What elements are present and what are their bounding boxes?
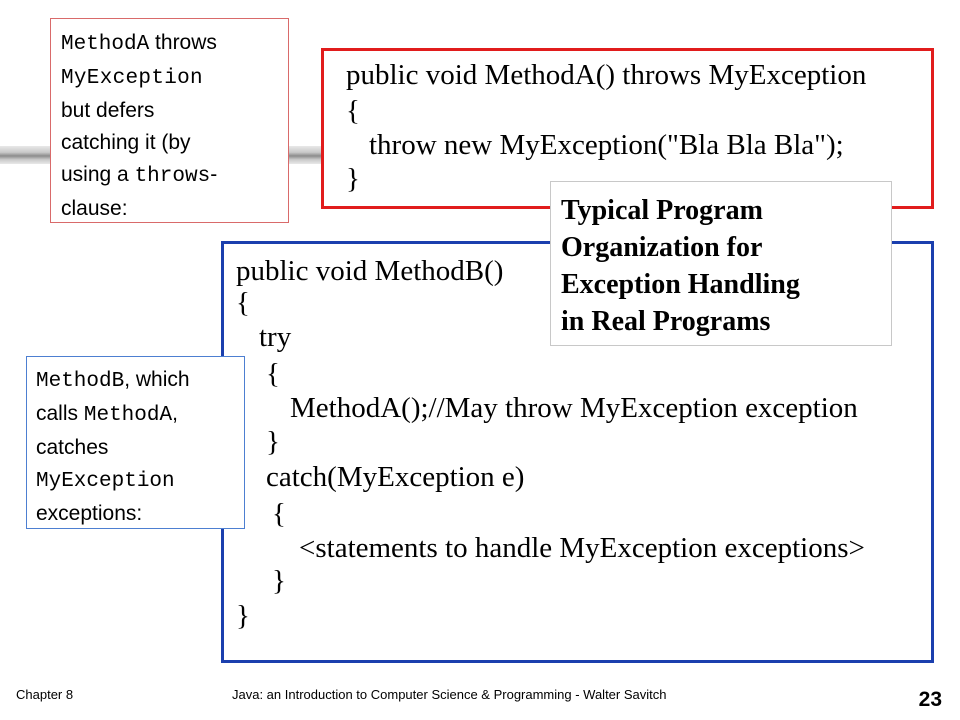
callout-b-line-1 — [36, 364, 240, 398]
callout-b-method-b-code: MethodB — [36, 370, 125, 393]
title-line-3: Exception Handling — [561, 269, 800, 300]
callout-a-exception-code: MyException — [61, 67, 203, 90]
code-b-line-3: try — [259, 321, 292, 353]
callout-a-line-5 — [61, 159, 280, 193]
callout-b-line-2 — [36, 398, 240, 432]
callout-b-method-a-code: MethodA — [83, 404, 173, 427]
code-b-line-4: { — [266, 358, 280, 390]
page-number: 23 — [918, 688, 942, 711]
title-line-4: in Real Programs — [561, 306, 771, 337]
code-b-line-7: catch(MyException e) — [266, 461, 525, 493]
decorative-rule-left — [0, 146, 52, 164]
footer-course-title: Java: an Introduction to Computer Science & Programming - Walter Savitch — [232, 687, 667, 702]
code-b-line-11: } — [236, 600, 250, 632]
callout-a-line-6: clause: — [61, 197, 128, 220]
code-b-line-8: { — [272, 498, 286, 530]
code-a-line-3: throw new MyException("Bla Bla Bla"); — [369, 129, 844, 161]
callout-a-method-a-code: MethodA — [61, 33, 150, 56]
callout-a-dash: - — [210, 163, 218, 186]
code-b-line-6: } — [266, 426, 280, 458]
callout-a-line-2 — [61, 61, 280, 95]
code-b-line-1: public void MethodB() — [236, 255, 504, 287]
method-a-callout — [50, 18, 289, 223]
callout-b-which-text: , which — [124, 368, 190, 391]
code-b-line-10: } — [272, 565, 286, 597]
callout-b-line-5: exceptions: — [36, 502, 143, 525]
callout-a-throws-text: throws — [149, 31, 217, 54]
callout-a-throws-code: throws — [134, 165, 211, 188]
callout-b-exception-code: MyException — [36, 470, 175, 493]
decorative-rule-middle — [288, 146, 322, 164]
slide-title-box — [550, 181, 892, 346]
callout-a-line-3: but defers — [61, 99, 155, 122]
callout-b-line-4 — [36, 464, 240, 498]
callout-a-using-text: using a — [61, 163, 135, 186]
code-b-line-5: MethodA();//May throw MyException exception — [290, 392, 858, 424]
footer-chapter: Chapter 8 — [16, 687, 74, 702]
title-line-2: Organization for — [561, 232, 763, 263]
code-b-line-2: { — [236, 287, 250, 319]
callout-b-line-3: catches — [36, 436, 109, 459]
callout-a-line-4: catching it (by — [61, 131, 191, 154]
code-a-line-1: public void MethodA() throws MyException — [346, 59, 867, 91]
callout-a-line-1 — [61, 27, 280, 61]
title-line-1: Typical Program — [561, 195, 763, 226]
callout-b-comma: , — [172, 402, 178, 425]
callout-b-calls-text: calls — [36, 402, 84, 425]
code-a-line-4: } — [346, 163, 360, 195]
code-a-line-2: { — [346, 95, 360, 127]
code-b-line-9: <statements to handle MyException exceptions> — [299, 532, 865, 564]
method-b-callout — [26, 356, 245, 529]
